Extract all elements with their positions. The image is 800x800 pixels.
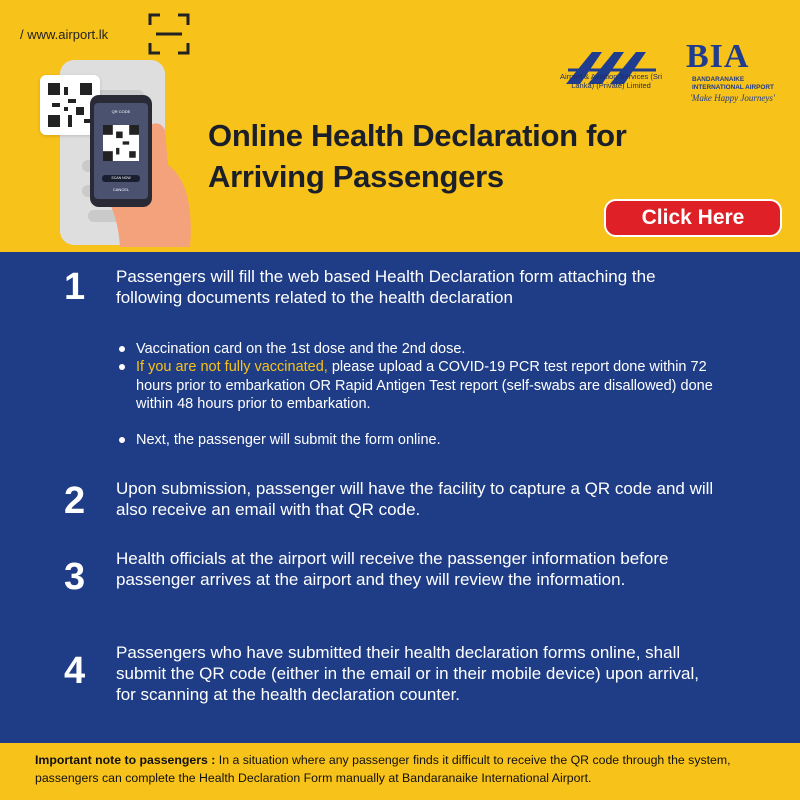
step-text: Passengers who have submitted their health declaration forms online, shall submit the QR code (either in the email or in their mobile device) upon arrival, for scanning at the health declaration counter. bbox=[116, 643, 699, 704]
scan-now-button: SCAN NOW bbox=[102, 175, 140, 182]
header-section bbox=[0, 0, 800, 252]
highlight-text: If you are not fully vaccinated, bbox=[136, 359, 328, 376]
step-number: 3 bbox=[64, 556, 86, 598]
title-line-1: Online Health Declaration for bbox=[208, 118, 627, 153]
qr-code-icon bbox=[48, 83, 92, 127]
phone-screen bbox=[94, 103, 148, 199]
qr-scan-icon bbox=[148, 13, 190, 55]
bia-name: BANDARANAIKE INTERNATIONAL AIRPORT bbox=[692, 76, 774, 91]
click-here-button[interactable]: Click Here bbox=[604, 199, 782, 237]
aasl-name: Airport & Aviation Services (Sri Lanka) (Private) Limited bbox=[560, 72, 662, 90]
list-item: If you are not fully vaccinated, please upload a COVID-19 PCR test report done within 72 hours prior to embarkation OR Rapid Antigen Test report (self-swabs are disallowed) done within 48 hours prior to embarkation. bbox=[116, 358, 716, 413]
bia-logo bbox=[686, 38, 784, 108]
cancel-label: CANCEL bbox=[112, 187, 130, 192]
title-line-2: Arriving Passengers bbox=[208, 159, 504, 194]
foreground-phone bbox=[90, 95, 152, 207]
step-number: 1 bbox=[64, 266, 86, 308]
step-number: 2 bbox=[64, 480, 86, 522]
step-text: Passengers will fill the web based Health Declaration form attaching the following documents related to the health declaration bbox=[116, 267, 656, 307]
step-text: Health officials at the airport will receive the passenger information before passenger arrives at the airport and they will review the information. bbox=[116, 549, 669, 589]
note-label: Important note to passengers : bbox=[35, 753, 216, 767]
steps-section bbox=[0, 252, 800, 743]
page-title bbox=[208, 115, 768, 197]
document-list bbox=[116, 340, 716, 449]
list-item: Vaccination card on the 1st dose and the 2nd dose. bbox=[116, 340, 716, 358]
phone-qr-icon bbox=[103, 125, 139, 161]
step-text: Upon submission, passenger will have the facility to capture a QR code and will also receive an email with that QR code. bbox=[116, 479, 714, 519]
note-text: In a situation where any passenger finds it difficult to receive the QR code through the system, passengers can complete the Health Declaration Form manually at Bandaranaike International Airport. bbox=[35, 753, 731, 785]
next-text: Next, the passenger will submit the form online. bbox=[116, 431, 716, 449]
website-link[interactable]: / www.airport.lk bbox=[20, 27, 109, 42]
phone-scan-illustration bbox=[30, 55, 195, 247]
step-number: 4 bbox=[64, 650, 86, 692]
bia-mark: BIA bbox=[686, 38, 750, 75]
bia-tagline: 'Make Happy Journeys' bbox=[690, 93, 775, 103]
screen-label: QR CODE bbox=[111, 109, 131, 114]
important-note bbox=[0, 743, 800, 800]
